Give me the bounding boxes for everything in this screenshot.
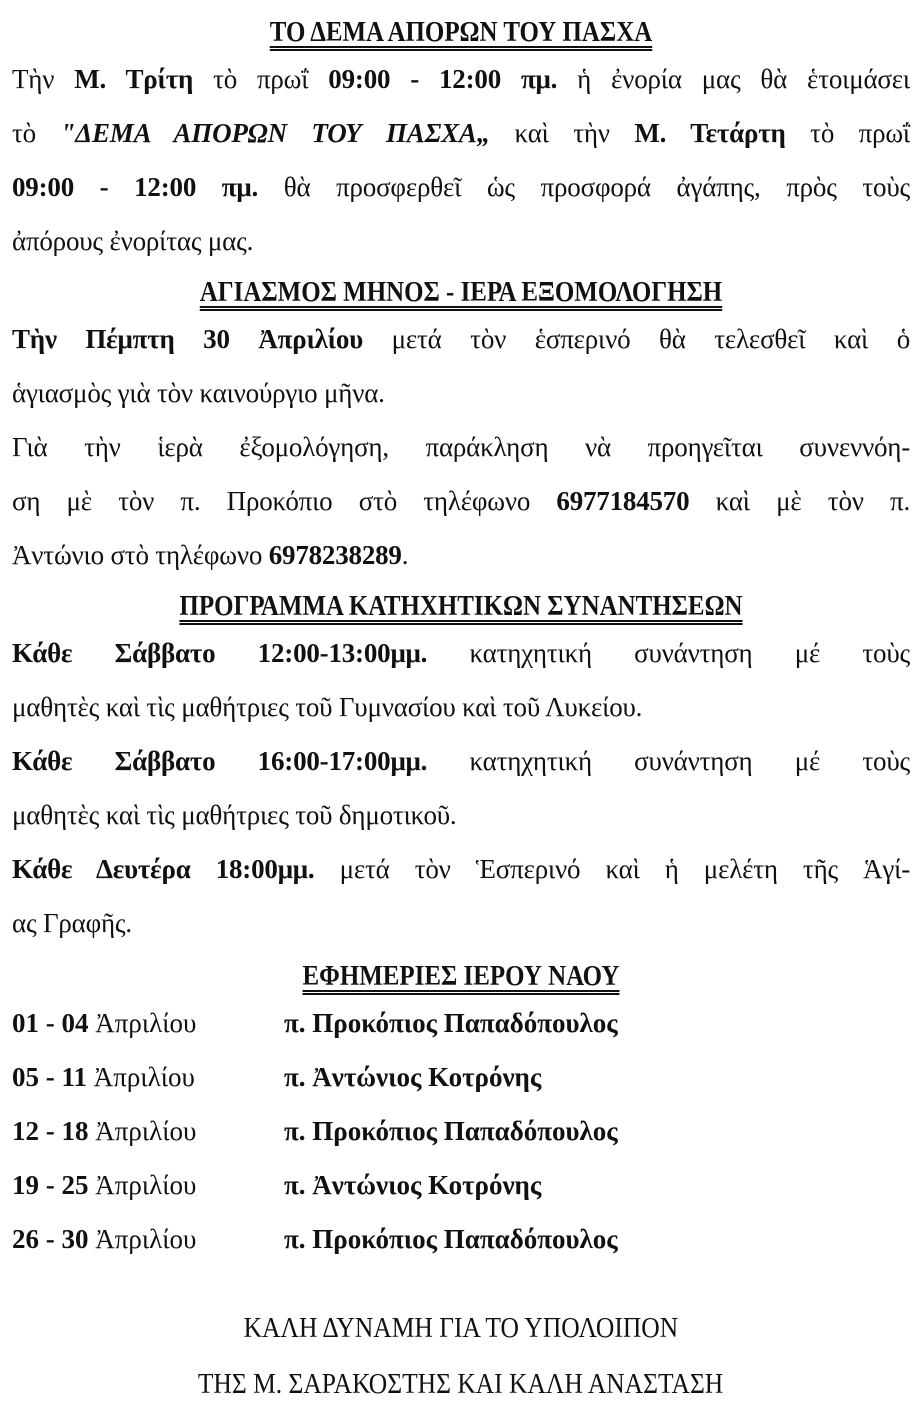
section-blessing-confession: [12, 268, 910, 582]
section-heading: ΕΦΗΜΕΡΙΕΣ ΙΕΡΟΥ ΝΑΟΥ: [302, 960, 620, 992]
roster-priest: π. Προκόπιος Παπαδόπουλος: [284, 1116, 618, 1146]
paragraph-line: τὸ "ΔΕΜΑ ΑΠΟΡΩΝ ΤΟΥ ΠΑΣΧΑ„ καὶ τὴν Μ. Τετάρτη τὸ πρωΐ: [12, 118, 910, 148]
paragraph-line: Τὴν Πέμπτη 30 Ἀπριλίου μετά τὸν ἑσπερινό θὰ τελεσθεῖ καὶ ὁ: [12, 324, 910, 354]
roster-priest: π. Ἀντώνιος Κοτρόνης: [284, 1062, 542, 1092]
roster-row: 05 - 11 Ἀπριλίου π. Ἀντώνιος Κοτρόνης: [12, 1050, 910, 1104]
roster-priest: π. Προκόπιος Παπαδόπουλος: [284, 1008, 618, 1038]
roster-row: 12 - 18 Ἀπριλίου π. Προκόπιος Παπαδόπουλος: [12, 1104, 910, 1158]
roster-row: 26 - 30 Ἀπριλίου π. Προκόπιος Παπαδόπουλος: [12, 1212, 910, 1266]
section-duty-roster: [12, 950, 910, 1266]
paragraph-line: Τὴν Μ. Τρίτη τὸ πρωΐ 09:00 - 12:00 πμ. ἡ ἐνορία μας θὰ ἑτοιμάσει: [12, 64, 910, 94]
phone-number: 6977184570: [556, 486, 690, 516]
closing-greeting: ΚΑΛΗ ΔΥΝΑΜΗ ΓΙΑ ΤΟ ΥΠΟΛΟΙΠΟΝ ΤΗΣ Μ. ΣΑΡΑΚΟΣΤΗΣ ΚΑΙ ΚΑΛΗ ΑΝΑΣΤΑΣΗ: [198, 1312, 724, 1400]
section-catechism: [12, 582, 910, 950]
section-heading: ΑΓΙΑΣΜΟΣ ΜΗΝΟΣ - ΙΕΡΑ ΕΞΟΜΟΛΟΓΗΣΗ: [199, 276, 723, 308]
paragraph-line: Γιὰ τὴν ἱερὰ ἐξομολόγηση, παράκληση νὰ προηγεῖται συνεννόη-: [12, 432, 910, 462]
section-heading: ΤΟ ΔΕΜΑ ΑΠΟΡΩΝ ΤΟΥ ΠΑΣΧΑ: [269, 16, 653, 48]
paragraph-line: ἁγιασμὸς γιὰ τὸν καινούργιο μῆνα.: [12, 378, 385, 408]
paragraph-line: Κάθε Σάββατο 12:00-13:00μμ. κατηχητική συνάντηση μέ τοὺς: [12, 638, 911, 668]
roster-row: 19 - 25 Ἀπριλίου π. Ἀντώνιος Κοτρόνης: [12, 1158, 910, 1212]
paragraph-line: 09:00 - 12:00 πμ. θὰ προσφερθεῖ ὡς προσφορά ἀγάπης, πρὸς τοὺς: [12, 172, 910, 202]
section-heading: ΠΡΟΓΡΑΜΜΑ ΚΑΤΗΧΗΤΙΚΩΝ ΣΥΝΑΝΤΗΣΕΩΝ: [179, 590, 743, 622]
paragraph-line: ση μὲ τὸν π. Προκόπιο στὸ τηλέφωνο 6977184570 καὶ μὲ τὸν π.: [12, 486, 910, 516]
paragraph-line: Κάθε Σάββατο 16:00-17:00μμ. κατηχητική συνάντηση μέ τοὺς: [12, 746, 911, 776]
roster-priest: π. Προκόπιος Παπαδόπουλος: [284, 1224, 618, 1254]
phone-number: 6978238289: [268, 540, 402, 570]
roster-priest: π. Ἀντώνιος Κοτρόνης: [284, 1170, 542, 1200]
paragraph-line: μαθητὲς καὶ τὶς μαθήτριες τοῦ δημοτικοῦ.: [12, 800, 457, 830]
roster-row: 01 - 04 Ἀπριλίου π. Προκόπιος Παπαδόπουλος: [12, 996, 910, 1050]
paragraph-line: Ἀντώνιο στὸ τηλέφωνο 6978238289.: [12, 540, 409, 570]
section-easter-parcel: [12, 0, 910, 268]
paragraph-line: ας Γραφῆς.: [12, 908, 132, 938]
paragraph-line: Κάθε Δευτέρα 18:00μμ. μετά τὸν Ἑσπερινό καὶ ἡ μελέτη τῆς Ἁγί-: [12, 854, 910, 884]
paragraph-line: ἀπόρους ἐνορίτας μας.: [12, 226, 254, 256]
paragraph-line: μαθητὲς καὶ τὶς μαθήτριες τοῦ Γυμνασίου καὶ τοῦ Λυκείου.: [12, 692, 643, 722]
